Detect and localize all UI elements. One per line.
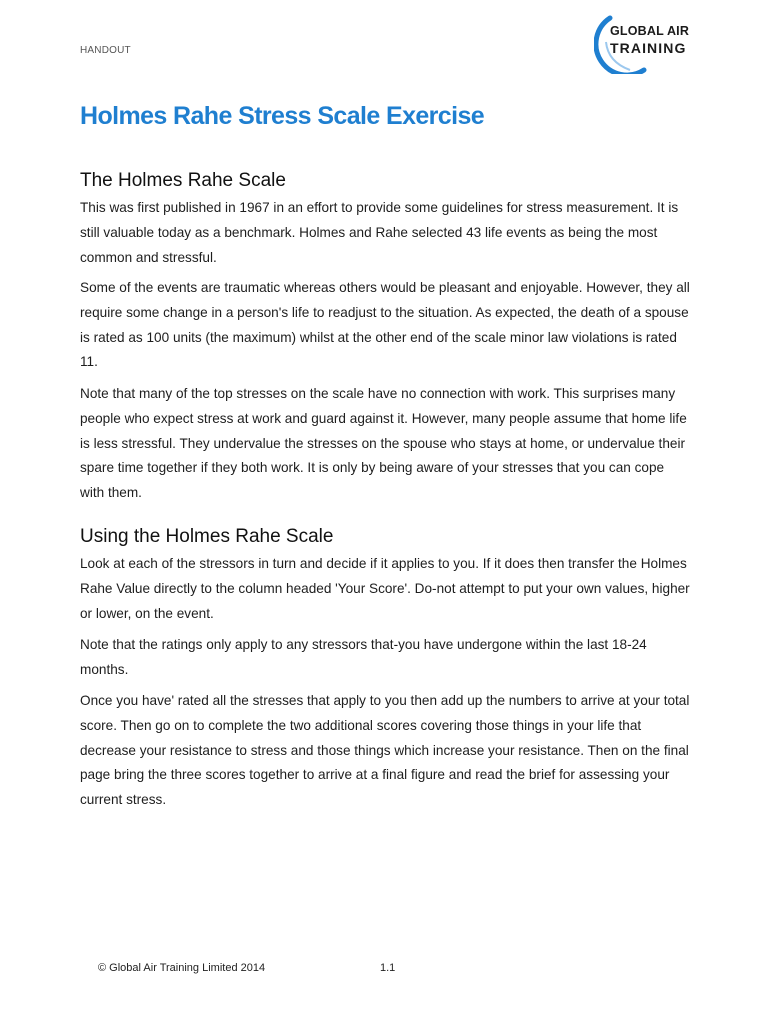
logo-text-line1: GLOBAL AIR [610, 24, 690, 38]
paragraph: Look at each of the stressors in turn and decide if it applies to you. If it does then transfer the Holmes Rahe Value directly to the column headed 'Your Score'. Do-not attempt to put your own values, higher or lower, on the event. [80, 556, 690, 621]
paragraph: Note that the ratings only apply to any stressors that-you have undergone within the last 18-24 months. [80, 637, 647, 677]
section-heading-using-holmes-rahe-scale: Using the Holmes Rahe Scale [80, 526, 334, 547]
footer-copyright: © Global Air Training Limited 2014 [98, 962, 266, 974]
footer-page-number: 1.1 [380, 962, 396, 974]
company-logo [594, 12, 714, 74]
logo-text-line2: TRAINING [610, 40, 687, 56]
header-label: HANDOUT [80, 45, 131, 56]
document-title: Holmes Rahe Stress Scale Exercise [80, 102, 485, 130]
paragraph: Once you have' rated all the stresses that apply to you then add up the numbers to arrive at your total score. Then go on to complete the two additional scores covering those things in your life that decrease your resistance to stress and those things which increase your resistance. Then on the final page bring the three scores together to arrive at a final figure and read the brief for assessing your current stress. [80, 693, 690, 808]
paragraph: Some of the events are traumatic whereas others would be pleasant and enjoyable. However, they all require some change in a person's life to readjust to the situation. As expected, the death of a spouse is rated as 100 units (the maximum) whilst at the other end of the scale minor law violations is rated 11. [80, 280, 690, 370]
paragraph: This was first published in 1967 in an effort to provide some guidelines for stress measurement. It is still valuable today as a benchmark. Holmes and Rahe selected 43 life events as being the most common and stressful. [80, 200, 679, 265]
paragraph: Note that many of the top stresses on the scale have no connection with work. This surprises many people who expect stress at work and guard against it. However, many people assume that home life is less stressful. They undervalue the stresses on the spouse who stays at home, or undervalue their spare time together if they both work. It is only by being aware of your stresses that you can cope with them. [80, 386, 687, 501]
section-heading-holmes-rahe-scale: The Holmes Rahe Scale [80, 170, 286, 191]
